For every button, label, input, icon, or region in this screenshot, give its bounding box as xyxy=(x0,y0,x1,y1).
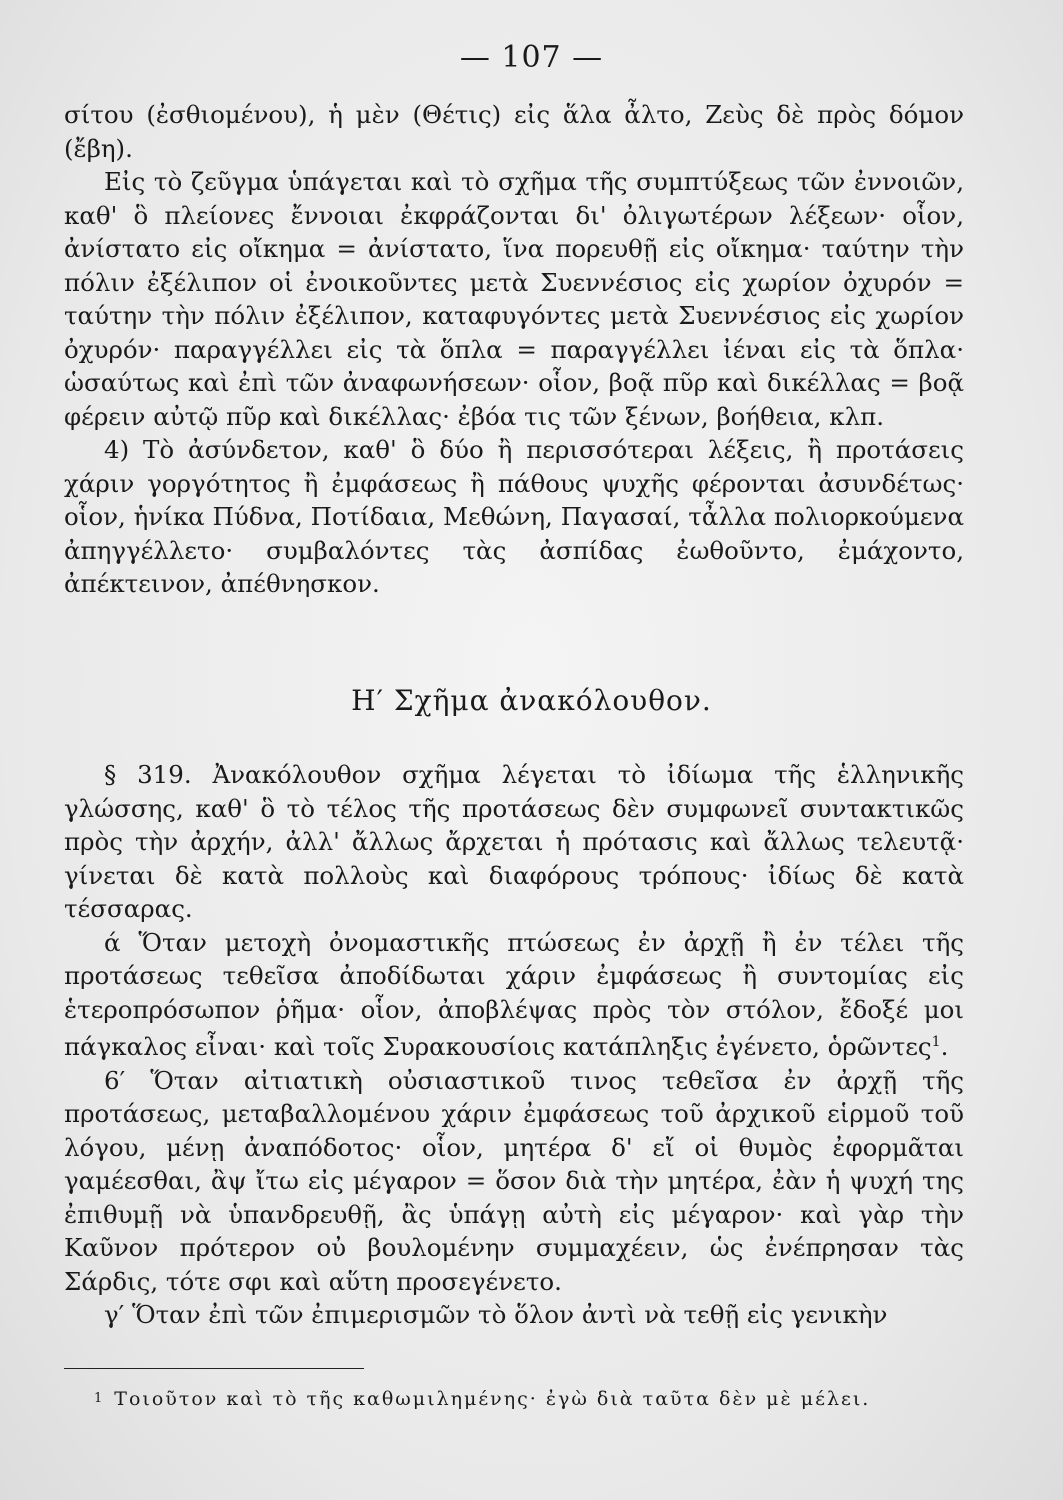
footnote-reference: 1 xyxy=(931,1034,941,1050)
paragraph-section-319: § 319. Ἀνακόλουθον σχῆμα λέγεται τὸ ἰδίωμα τῆς ἑλληνικῆς γλώσσης, καθ' ὃ τὸ τέλος τῆς προτάσεως δὲν συμφωνεῖ συντακτικῶς πρὸς τὴν ἀρχήν, ἀλλ' ἄλλως ἄρχεται ἡ πρότασις καὶ ἄλλως τελευτᾷ· γίνεται δὲ κατὰ πολλοὺς καὶ διαφόρους τρόπους· ἰδίως δὲ κατὰ τέσσαρας. xyxy=(64,760,964,923)
footnote xyxy=(64,1384,964,1414)
footnote-text: Τοιοῦτον καὶ τὸ τῆς καθωμιλημένης· ἐγὼ διὰ ταῦτα δὲν μὲ μέλει. xyxy=(114,1388,871,1410)
footnote-marker: 1 xyxy=(94,1391,105,1406)
paragraph-case-b: 6′ Ὅταν αἰτιατικὴ οὐσιαστικοῦ τινος τεθεῖσα ἐν ἀρχῇ τῆς προτάσεως, μεταβαλλομένου χάριν ἐμφάσεως τοῦ ἀρχικοῦ εἱρμοῦ τοῦ λόγου, μένῃ ἀναπόδοτος· οἷον, μητέρα δ' εἴ οἱ θυμὸς ἐφορμᾶται γαμέεσθαι, ἂψ ἴτω εἰς μέγαρον = ὅσον διὰ τὴν μητέρα, ἐὰν ἡ ψυχή της ἐπιθυμῇ νὰ ὑπανδρευθῇ, ἂς ὑπάγῃ αὐτὴ εἰς μέγαρον· καὶ γὰρ τὴν Καῦνον πρότερον οὐ βουλομένην συμμαχέειν, ὡς ἐνέπρησαν τὰς Σάρδις, τότε σφι καὶ αὕτη προσεγένετο. xyxy=(64,1065,964,1296)
text-block-upper xyxy=(64,98,964,601)
section-heading: Η′ Σχῆμα ἀνακόλουθον. xyxy=(351,684,712,717)
paragraph-synoptic-figure: Εἰς τὸ ζεῦγμα ὑπάγεται καὶ τὸ σχῆμα τῆς συμπτύξεως τῶν ἐννοιῶν, καθ' ὃ πλείονες ἔννοιαι ἐκφράζονται δι' ὀλιγωτέρων λέξεων· οἷον, ἀνίστατο εἰς οἴκημα = ἀνίστατο, ἵνα πορευθῇ εἰς οἴκημα· ταύτην τὴν πόλιν ἐξέλιπον οἱ ἐνοικοῦντες μετὰ Συεννέσιος εἰς χωρίον ὀχυρόν = ταύτην τὴν πόλιν ἐξέλιπον, καταφυγόντες μετὰ Συεννέσιος εἰς χωρίον ὀχυρόν· παραγγέλλει εἰς τὰ ὅπλα = παραγγέλλει ἰέναι εἰς τὰ ὅπλα· ὡσαύτως καὶ ἐπὶ τῶν ἀναφωνήσεων· οἷον, βοᾷ πῦρ καὶ δικέλλας = βοᾷ φέρειν αὐτῷ πῦρ καὶ δικέλλας· ἐβόα τις τῶν ξένων, βοήθεια, κλπ. xyxy=(64,167,964,431)
paragraph-asyndeton: 4) Τὸ ἀσύνδετον, καθ' ὃ δύο ἢ περισσότεραι λέξεις, ἢ προτάσεις χάριν γοργότητος ἢ ἐμφάσεως ἢ πάθους ψυχῆς φέρονται ἀσυνδέτως· οἷον, ἡνίκα Πύδνα, Ποτίδαια, Μεθώνη, Παγασαί, τἆλλα πολιορκούμενα ἀπηγγέλλετο· συμβαλόντες τὰς ἀσπίδας ἐωθοῦντο, ἐμάχοντο, ἀπέκτεινον, ἀπέθνησκον. xyxy=(64,435,964,598)
paragraph-continuation: σίτου (ἐσθιομένου), ἡ μὲν (Θέτις) εἰς ἅλα ἆλτο, Ζεὺς δὲ πρὸς δόμον (ἔβη). xyxy=(64,100,964,163)
text-block-lower xyxy=(64,758,964,1332)
case-a-text: ά Ὅταν μετοχὴ ὀνομαστικῆς πτώσεως ἐν ἀρχῇ ἢ ἐν τέλει τῆς προτάσεως τεθεῖσα ἀποδίδωται χάριν ἐμφάσεως ἢ συντομίας εἰς ἑτεροπρόσωπον ῥῆμα· οἷον, ἀποβλέψας πρὸς τὸν στόλον, ἔδοξέ μοι πάγκαλος εἶναι· καὶ τοῖς Συρακουσίοις κατάπληξις ἐγένετο, ὁρῶντες xyxy=(64,927,964,1062)
paragraph-case-c: γ′ Ὅταν ἐπὶ τῶν ἐπιμερισμῶν τὸ ὅλον ἀντὶ νὰ τεθῇ εἰς γενικὴν xyxy=(104,1300,888,1330)
footnote-divider xyxy=(64,1368,364,1369)
paragraph-case-a: ά Ὅταν μετοχὴ ὀνομαστικῆς πτώσεως ἐν ἀρχῇ ἢ ἐν τέλει τῆς προτάσεως τεθεῖσα ἀποδίδωται χάριν ἐμφάσεως ἢ συντομίας εἰς ἑτεροπρόσωπον ῥῆμα· οἷον, ἀποβλέψας πρὸς τὸν στόλον, ἔδοξέ μοι πάγκαλος εἶναι· καὶ τοῖς Συρακουσίοις κατάπληξις ἐγένετο, ὁρῶντες$^1$. xyxy=(64,927,964,1062)
page-number: — 107 — xyxy=(459,40,604,75)
